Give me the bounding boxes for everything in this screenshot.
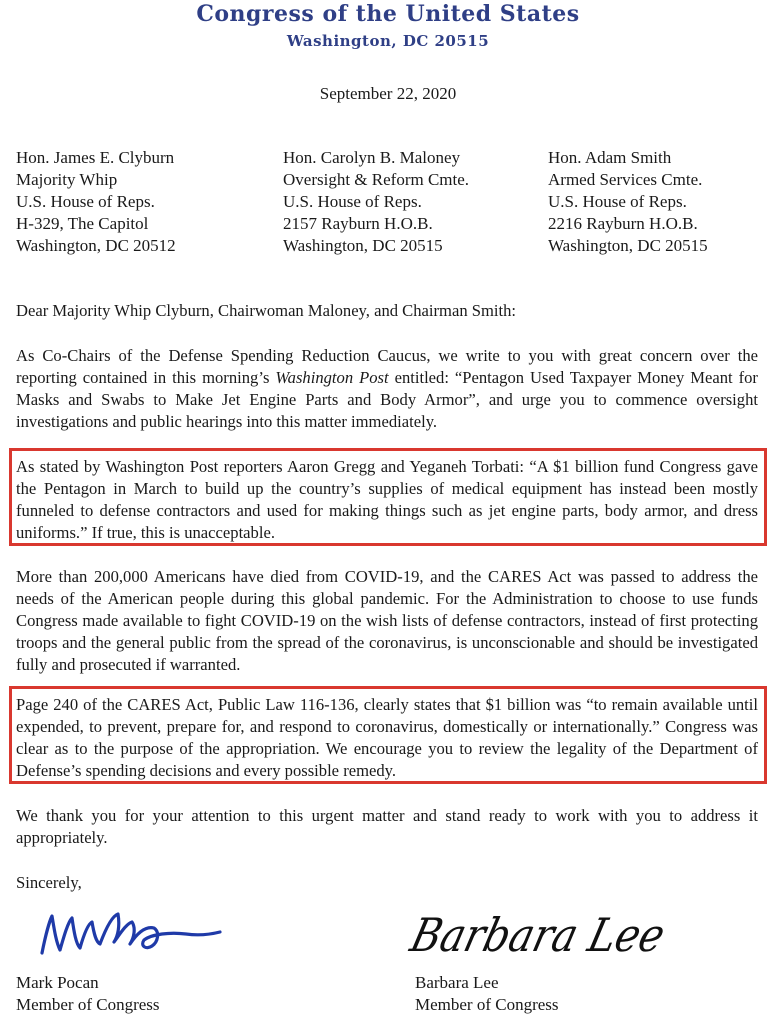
signer-title: Member of Congress — [415, 995, 559, 1014]
paragraph-1-text-b: entitled: “Pentagon Used Taxpayer Money Meant for Masks and Swabs to Make Jet Engine Parts and Body Armor”, and urge you to commence oversight investigations and public hearings into this matter immediately. — [16, 368, 758, 431]
recipient-line: 2157 Rayburn H.O.B. — [283, 214, 433, 233]
recipient-line: U.S. House of Reps. — [548, 192, 687, 211]
recipient-line: Oversight & Reform Cmte. — [283, 170, 470, 189]
recipient-smith — [548, 147, 708, 257]
signature-lee-handwriting: Barbara Lee — [405, 909, 671, 963]
signature-lee-image — [405, 906, 671, 976]
salutation: Dear Majority Whip Clyburn, Chairwoman Maloney, and Chairman Smith: — [16, 301, 517, 320]
signer-title: Member of Congress — [16, 995, 160, 1014]
recipient-line: H-329, The Capitol — [16, 214, 149, 233]
letterhead — [0, 2, 776, 52]
recipient-line: Hon. James E. Clyburn — [16, 148, 175, 167]
recipient-line: Washington, DC 20515 — [283, 236, 443, 255]
paragraph-2-highlighted: As stated by Washington Post reporters Aaron Gregg and Yeganeh Torbati: “A $1 billion fund Congress gave the Pentagon in March to build up the country’s supplies of medical equipment has instead been mostly funneled to defense contractors and used for making things such as jet engine parts, body armor, and dress uniforms.” If true, this is unacceptable. — [16, 457, 758, 542]
signer-name: Barbara Lee — [415, 973, 499, 992]
paragraph-5: We thank you for your attention to this urgent matter and stand ready to work with you to address it appropriately. — [16, 806, 758, 847]
signer-lee — [415, 972, 559, 1016]
recipient-line: Hon. Carolyn B. Maloney — [283, 148, 461, 167]
recipient-line: U.S. House of Reps. — [283, 192, 422, 211]
recipient-line: U.S. House of Reps. — [16, 192, 155, 211]
signer-pocan — [16, 972, 160, 1016]
newspaper-title: Washington Post — [275, 368, 389, 387]
paragraph-1 — [16, 345, 758, 433]
letter-date: September 22, 2020 — [319, 84, 457, 103]
paragraph-4-highlighted: Page 240 of the CARES Act, Public Law 116-136, clearly states that $1 billion was “to remain available until expended, to prevent, prepare for, and respond to coronavirus, domestically or internationally.” Congress was clear as to the purpose of the appropriation. We encourage you to review the legality of the Department of Defense’s spending decisions and every possible remedy. — [16, 695, 758, 780]
recipient-clyburn — [16, 147, 176, 257]
recipient-line: Washington, DC 20515 — [548, 236, 708, 255]
signer-name: Mark Pocan — [16, 973, 99, 992]
recipient-line: Hon. Adam Smith — [548, 148, 672, 167]
recipient-line: Armed Services Cmte. — [548, 170, 703, 189]
signature-pocan-image — [20, 898, 230, 968]
recipient-maloney — [283, 147, 469, 257]
paragraph-3: More than 200,000 Americans have died from COVID-19, and the CARES Act was passed to address the needs of the American people during this global pandemic. For the Administration to choose to use funds Congress made available to fight COVID-19 on the wish lists of defense contractors, instead of first protecting troops and the general public from the spread of the coronavirus, is unconscionable and should be investigated fully and prosecuted if warranted. — [16, 567, 758, 674]
paragraph-1-text-a: As Co-Chairs of the Defense Spending Reduction Caucus, we write to you with great concern over the reporting contained in this morning’s — [16, 346, 758, 387]
closing: Sincerely, — [16, 873, 82, 892]
letterhead-address: Washington, DC 20515 — [286, 32, 490, 50]
recipient-line: Washington, DC 20512 — [16, 236, 176, 255]
recipient-line: Majority Whip — [16, 170, 118, 189]
letterhead-title: Congress of the United States — [196, 1, 580, 27]
recipient-line: 2216 Rayburn H.O.B. — [548, 214, 698, 233]
